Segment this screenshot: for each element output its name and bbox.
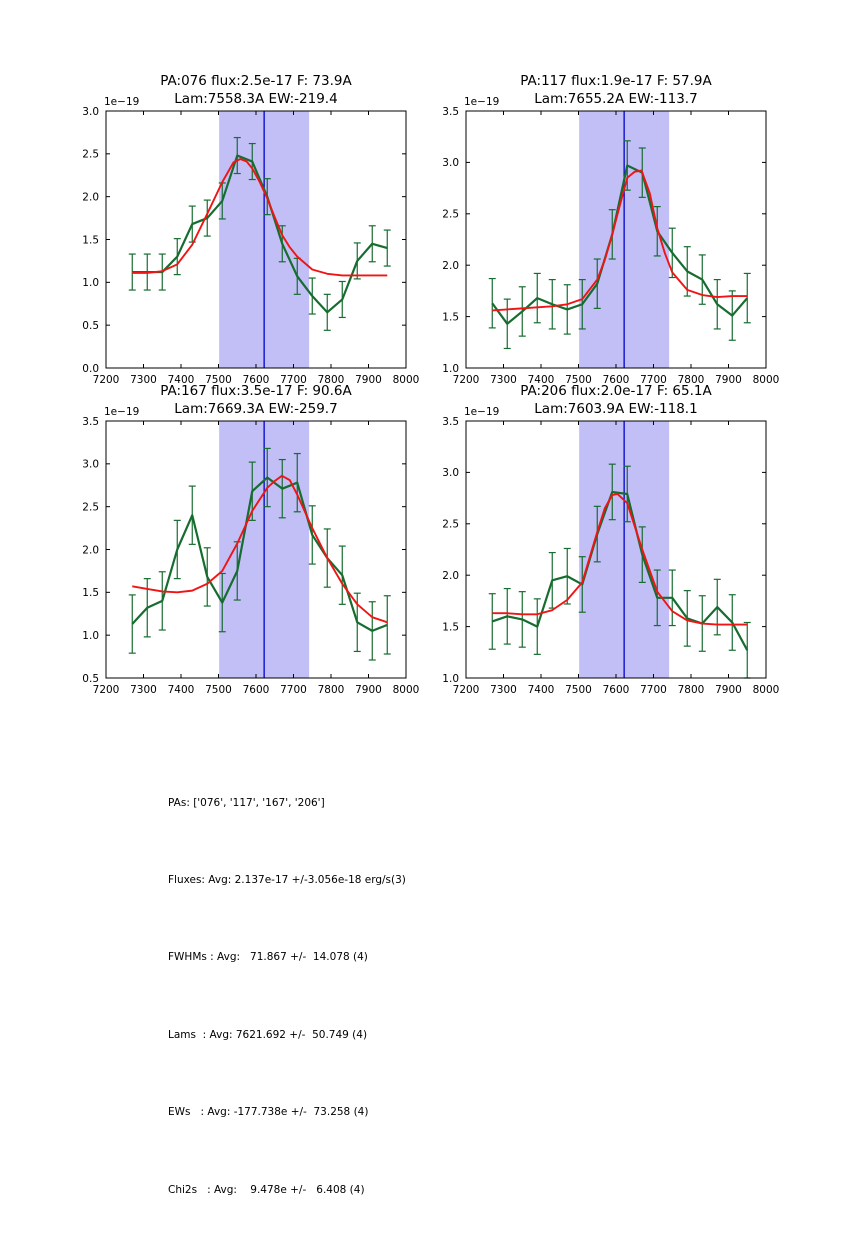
subplot-pa206 <box>442 383 780 696</box>
x-tick-label: 7500 <box>205 374 232 386</box>
y-tick-label: 1.0 <box>82 629 99 642</box>
y-tick-label: 3.5 <box>442 415 459 428</box>
x-tick-label: 7900 <box>715 684 742 696</box>
y-axis-offset-label: 1e−19 <box>464 96 500 108</box>
y-tick-label: 3.0 <box>442 467 459 480</box>
x-tick-label: 8000 <box>392 374 420 386</box>
x-tick-label: 7200 <box>452 374 480 386</box>
x-tick-label: 7400 <box>527 684 555 696</box>
y-tick-label: 0.0 <box>82 362 99 375</box>
x-tick-label: 7300 <box>130 374 157 386</box>
x-tick-label: 7500 <box>565 684 592 696</box>
y-tick-label: 0.5 <box>82 319 99 332</box>
y-axis-offset-label: 1e−19 <box>464 406 500 418</box>
x-tick-label: 7900 <box>355 374 382 386</box>
spectrum-plot-pa117 <box>442 105 780 386</box>
y-tick-label: 2.0 <box>82 544 99 557</box>
summary-line-fwhms: FWHMs : Avg: 71.867 +/- 14.078 (4) <box>168 951 368 964</box>
y-tick-label: 2.5 <box>82 501 99 514</box>
summary-line-chi2s: Chi2s : Avg: 9.478e +/- 6.408 (4) <box>168 1183 365 1196</box>
y-tick-label: 2.5 <box>442 518 459 531</box>
x-tick-label: 7700 <box>640 684 667 696</box>
y-axis-offset-label: 1e−19 <box>104 406 140 418</box>
subplot-title-line1: PA:076 flux:2.5e-17 F: 73.9A <box>160 73 352 89</box>
x-tick-label: 7600 <box>602 684 630 696</box>
subplot-title-line1: PA:167 flux:3.5e-17 F: 90.6A <box>160 383 352 399</box>
subplot-title-line2: Lam:7603.9A EW:-118.1 <box>534 401 698 417</box>
subplot-title-line1: PA:206 flux:2.0e-17 F: 65.1A <box>520 383 712 399</box>
y-tick-label: 2.0 <box>82 191 99 204</box>
spectrum-plot-pa206 <box>442 415 780 696</box>
x-tick-label: 7300 <box>490 374 517 386</box>
summary-line-pas: PAs: ['076', '117', '167', '206'] <box>168 796 325 809</box>
subplot-title-line2: Lam:7655.2A EW:-113.7 <box>534 91 698 107</box>
subplot-pa167 <box>82 383 420 696</box>
summary-line-ews: EWs : Avg: -177.738e +/- 73.258 (4) <box>168 1106 369 1119</box>
subplot-title-line1: PA:117 flux:1.9e-17 F: 57.9A <box>520 73 712 89</box>
x-tick-label: 7900 <box>355 684 382 696</box>
subplot-title-line2: Lam:7669.3A EW:-259.7 <box>174 401 338 417</box>
x-tick-label: 7700 <box>280 374 307 386</box>
x-tick-label: 7200 <box>92 374 120 386</box>
x-tick-label: 7500 <box>565 374 592 386</box>
x-tick-label: 7700 <box>640 374 667 386</box>
x-tick-label: 7400 <box>167 374 195 386</box>
x-tick-label: 7500 <box>205 684 232 696</box>
y-tick-label: 3.0 <box>82 458 99 471</box>
summary-line-fluxes: Fluxes: Avg: 2.137e-17 +/-3.056e-18 erg/s(3) <box>168 873 406 886</box>
x-tick-label: 7400 <box>167 684 195 696</box>
x-tick-label: 7200 <box>452 684 480 696</box>
x-tick-label: 7600 <box>242 374 270 386</box>
y-tick-label: 1.5 <box>442 621 459 634</box>
y-tick-label: 3.0 <box>442 157 459 170</box>
subplot-pa076 <box>82 73 420 386</box>
y-tick-label: 3.5 <box>82 415 99 428</box>
x-tick-label: 7200 <box>92 684 120 696</box>
x-tick-label: 8000 <box>392 684 420 696</box>
subplot-pa117 <box>442 73 780 386</box>
x-tick-label: 8000 <box>752 684 780 696</box>
y-tick-label: 3.5 <box>442 105 459 118</box>
y-tick-label: 2.0 <box>442 570 459 582</box>
x-tick-label: 7700 <box>280 684 307 696</box>
x-tick-label: 7800 <box>677 684 705 696</box>
y-tick-label: 1.0 <box>442 362 459 375</box>
spectrum-plot-pa076 <box>82 105 420 386</box>
spectrum-plot-pa167 <box>82 415 420 696</box>
x-tick-label: 7800 <box>317 374 345 386</box>
y-tick-label: 1.5 <box>82 234 99 247</box>
y-tick-label: 2.5 <box>82 148 99 161</box>
y-tick-label: 3.0 <box>82 105 99 118</box>
subplot-title-line2: Lam:7558.3A EW:-219.4 <box>174 91 338 107</box>
y-tick-label: 1.5 <box>82 587 99 600</box>
y-axis-offset-label: 1e−19 <box>104 96 140 108</box>
y-tick-label: 2.5 <box>442 208 459 221</box>
y-tick-label: 2.0 <box>442 260 459 272</box>
x-tick-label: 7400 <box>527 374 555 386</box>
summary-text-block <box>168 739 406 1255</box>
y-tick-label: 1.0 <box>82 277 99 290</box>
x-tick-label: 7300 <box>130 684 157 696</box>
y-tick-label: 1.0 <box>442 672 459 685</box>
x-tick-label: 7600 <box>242 684 270 696</box>
y-tick-label: 0.5 <box>82 672 99 685</box>
x-tick-label: 7900 <box>715 374 742 386</box>
x-tick-label: 7800 <box>677 374 705 386</box>
y-tick-label: 1.5 <box>442 311 459 324</box>
x-tick-label: 7600 <box>602 374 630 386</box>
x-tick-label: 8000 <box>752 374 780 386</box>
x-tick-label: 7300 <box>490 684 517 696</box>
x-tick-label: 7800 <box>317 684 345 696</box>
summary-line-lams: Lams : Avg: 7621.692 +/- 50.749 (4) <box>168 1028 368 1041</box>
